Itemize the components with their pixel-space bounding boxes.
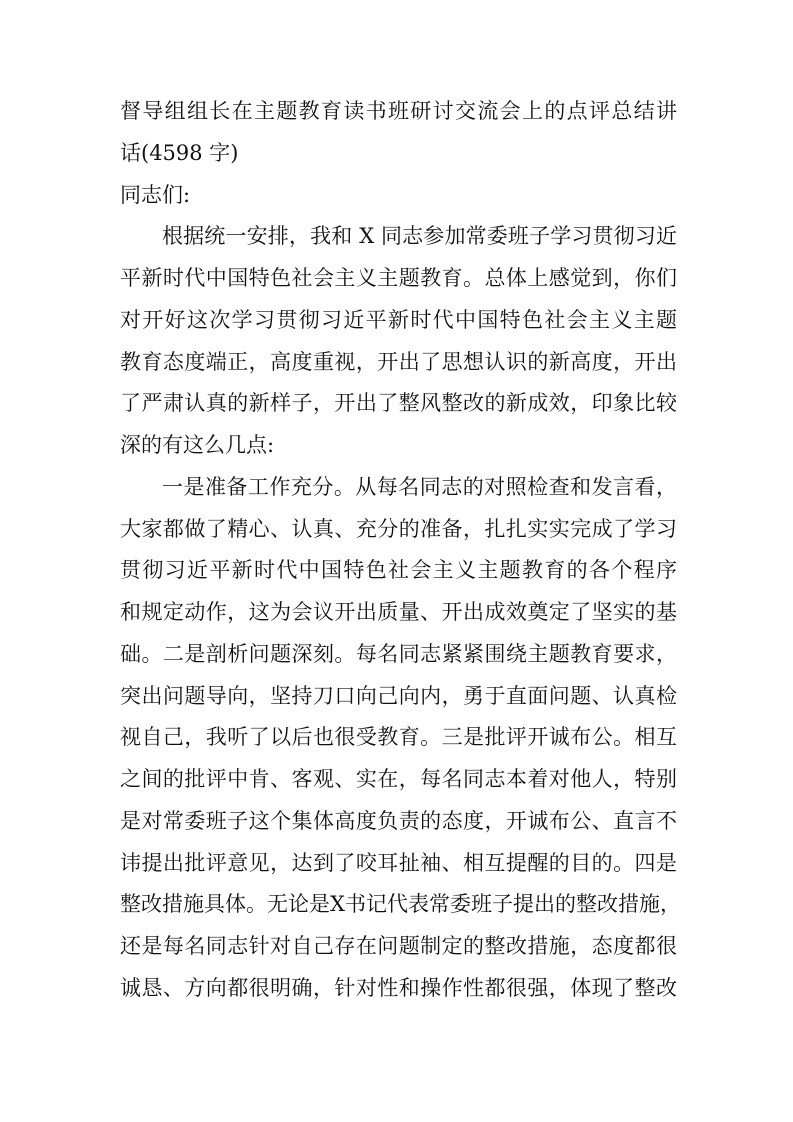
salutation: 同志们: [120, 182, 191, 207]
paragraph-line: 诚恳、方向都很明确，针对性和操作性都很强，体现了整改 [120, 975, 677, 1000]
paragraph-line: 教育态度端正，高度重视，开出了思想认识的新高度，开出 [120, 349, 677, 374]
paragraph-line: 一是准备工作充分。从每名同志的对照检查和发言看， [162, 474, 677, 499]
paragraph-line: 之间的批评中肯、客观、实在，每名同志本着对他人，特别 [120, 767, 677, 791]
paragraph-line: 平新时代中国特色社会主义主题教育。总体上感觉到，你们 [120, 266, 677, 290]
paragraph-line: 贯彻习近平新时代中国特色社会主义主题教育的各个程序 [120, 558, 677, 583]
title-line: 督导组组长在主题教育读书班研讨交流会上的点评总结讲 [120, 99, 677, 123]
paragraph-line: 视自己，我听了以后也很受教育。三是批评开诚布公。相互 [120, 725, 677, 750]
paragraph-line: 大家都做了精心、认真、充分的准备，扎扎实实完成了学习 [120, 516, 677, 541]
paragraph-line: 对开好这次学习贯彻习近平新时代中国特色社会主义主题 [120, 307, 677, 332]
paragraph-line: 讳提出批评意见，达到了咬耳扯袖、相互提醒的目的。四是 [120, 850, 677, 875]
document-title [120, 91, 677, 175]
paragraph-line: 是对常委班子这个集体高度负责的态度，开诚布公、直言不 [120, 808, 677, 833]
paragraph-line: 和规定动作，这为会议开出质量、开出成效奠定了坚实的基 [120, 600, 677, 624]
paragraph-line: 了严肃认真的新样子，开出了整风整改的新成效，印象比较 [120, 391, 677, 416]
paragraph-line: 突出问题导向，坚持刀口向己向内，勇于直面问题、认真检 [120, 683, 677, 708]
document-page [120, 91, 681, 1010]
document-body [120, 216, 681, 1009]
paragraph-line: 还是每名同志针对自己存在问题制定的整改措施，态度都很 [120, 934, 677, 958]
paragraph [120, 467, 681, 1010]
paragraph-line: 础。二是剖析问题深刻。每名同志紧紧围绕主题教育要求， [120, 641, 677, 666]
paragraph-line: 整改措施具体。无论是X书记代表常委班子提出的整改措施， [120, 892, 681, 917]
paragraph-line: 深的有这么几点: [120, 433, 275, 457]
paragraph [120, 216, 677, 467]
paragraph-line: 根据统一安排，我和 X 同志参加常委班子学习贯彻习近 [162, 224, 677, 249]
title-line: 话(4598 字) [120, 140, 239, 165]
